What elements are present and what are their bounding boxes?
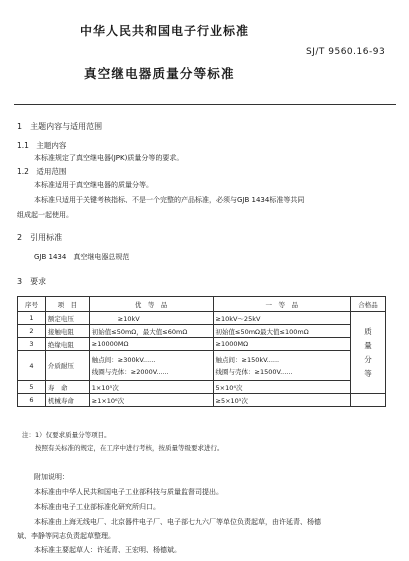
- table-row: 5 寿 命 1×10⁵次 5×10⁴次: [18, 381, 386, 394]
- header-rule: [14, 104, 396, 105]
- table-row: 3 绝缘电阻 ≥10000MΩ ≥1000MΩ: [18, 338, 386, 351]
- document-title: 真空继电器质量分等标准: [84, 66, 235, 81]
- section-1-1-text: 本标准规定了真空继电器(JPK)质量分等的要求。: [34, 154, 184, 162]
- header-premium: 优 等 品: [89, 297, 213, 312]
- section-1-2-heading: 1.2 适用范围: [17, 167, 67, 176]
- header-seq: 序号: [18, 297, 46, 312]
- table-footnote-1: 注：1）仅要求质量分等项目。: [22, 431, 111, 439]
- table-footnote-2: 按照有关标准的规定，在工序中进行考核，按质量等级要求进行。: [22, 444, 224, 452]
- header-item: 项 目: [45, 297, 89, 312]
- notes-line4: 斌、李静等同志负责起草整理。: [17, 532, 115, 540]
- standard-code: SJ/T 9560.16-93: [306, 47, 386, 57]
- notes-line1: 本标准由中华人民共和国电子工业部科技与质量监督司提出。: [34, 488, 223, 496]
- section-1-2-line2: 本标准只适用于关键考核指标、不是一个完整的产品标准，必须与GJB 1434标准等共同: [34, 196, 305, 204]
- org-title: 中华人民共和国电子行业标准: [80, 24, 250, 38]
- header-qualified: 合格品: [351, 297, 386, 312]
- table-row: 1 额定电压 ≥10kV ≥10kV～25kV 质 量 分 等: [18, 312, 386, 325]
- referenced-standard: GJB 1434 真空继电器总规范: [34, 253, 130, 261]
- table-header-row: [18, 297, 386, 312]
- section-1-heading: 1 主题内容与适用范围: [17, 122, 103, 131]
- grade-column: 质 量 分 等: [351, 312, 386, 394]
- notes-line2: 本标准由电子工业部标准化研究所归口。: [34, 503, 160, 511]
- section-1-1-heading: 1.1 主题内容: [17, 141, 67, 150]
- section-2-heading: 2 引用标准: [17, 233, 63, 242]
- notes-line3: 本标准由上海无线电厂、北京器件电子厂、电子部七九六厂等单位负责起草，由许延青、杨德: [34, 518, 321, 526]
- table-row: 6 机械寿命 ≥1×10⁶次 ≥5×10⁵次: [18, 394, 386, 407]
- notes-heading: 附加说明：: [34, 473, 69, 481]
- table-row: 2 接触电阻 初始值≤50mΩ，最大值≤60mΩ 初始值≤50mΩ最大值≤100mΩ: [18, 325, 386, 338]
- section-3-heading: 3 要求: [17, 277, 47, 286]
- section-1-2-line1: 本标准适用于真空继电器的质量分等。: [34, 181, 153, 189]
- header-first: 一 等 品: [213, 297, 351, 312]
- table-row: 4 介质耐压 触点间：≥300kV...... 线圈与壳体：≥2000V...... 触点间：≥150kV...... 线圈与壳体：≥1500V......: [18, 351, 386, 381]
- notes-line5: 本标准主要起草人：许延青、王宏明、杨德斌。: [34, 546, 181, 554]
- section-1-2-line3: 组成起一起使用。: [17, 211, 73, 219]
- requirements-table: [17, 296, 386, 407]
